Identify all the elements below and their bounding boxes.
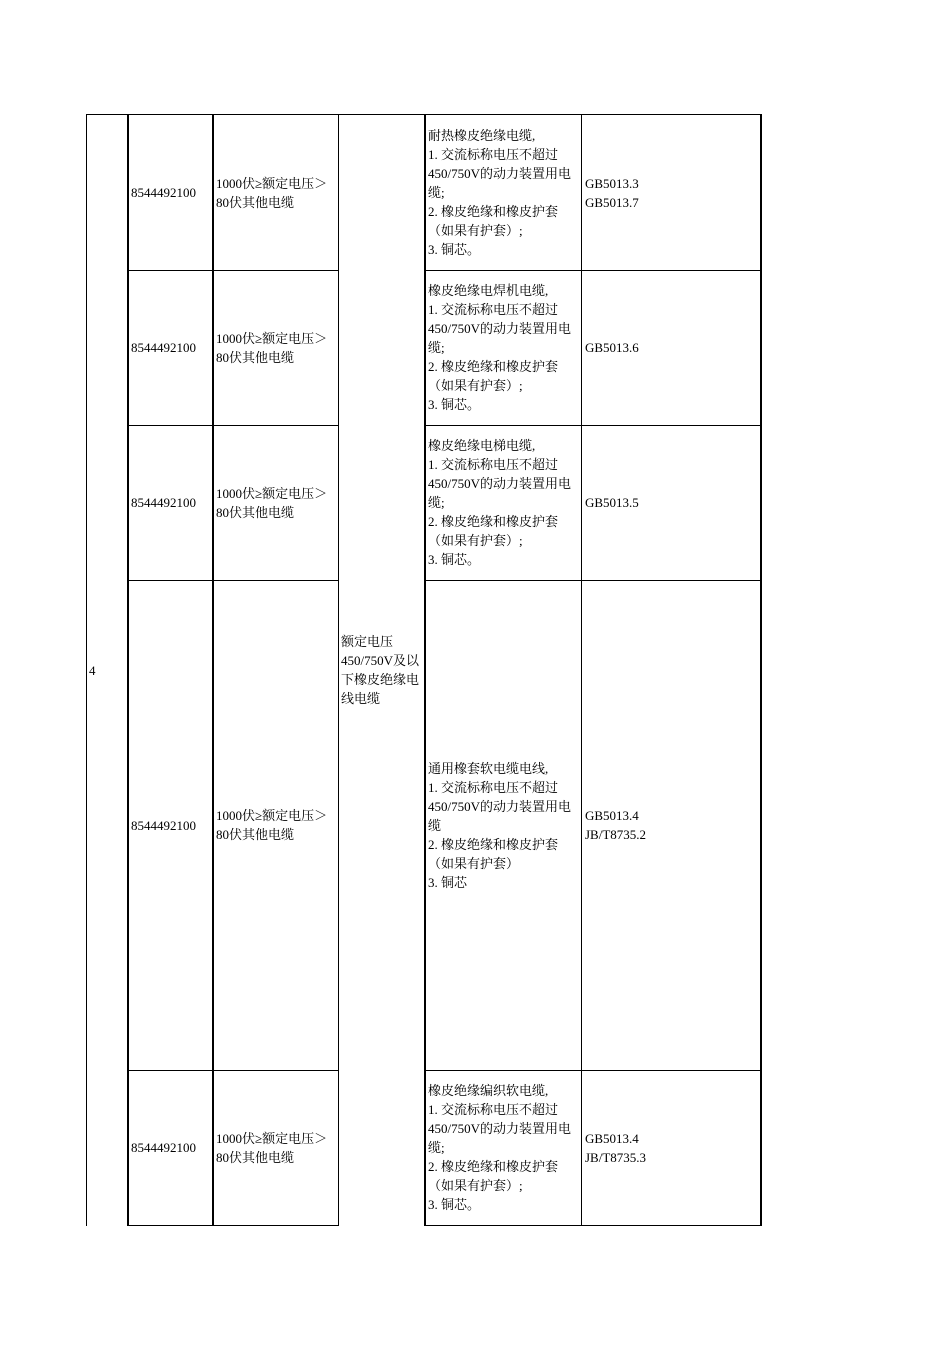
hs-code-cell	[131, 115, 211, 270]
description: 1000伏≥额定电压＞80伏其他电缆	[216, 175, 328, 210]
description: 1000伏≥额定电压＞80伏其他电缆	[216, 330, 328, 365]
hs-code: 8544492100	[131, 817, 196, 833]
grid-line-vertical	[212, 114, 214, 1226]
description: 1000伏≥额定电压＞80伏其他电缆	[216, 485, 328, 520]
grid-line-vertical	[86, 114, 87, 1226]
description-cell	[216, 270, 336, 425]
hs-code-cell	[131, 580, 211, 1070]
product-spec-cell	[428, 1070, 580, 1225]
hs-code: 8544492100	[131, 495, 196, 510]
description-cell	[216, 580, 336, 1070]
standards-cell	[585, 425, 757, 580]
product-spec-cell	[428, 425, 580, 580]
grid-line-vertical	[581, 114, 582, 1226]
standards-cell	[585, 270, 757, 425]
hs-code: 8544492100	[131, 340, 196, 355]
hs-code: 8544492100	[131, 1140, 196, 1155]
description-cell	[216, 1070, 336, 1225]
product-spec-cell	[428, 580, 580, 1070]
product-spec: 通用橡套软电缆电线, 1. 交流标称电压不超过450/750V的动力装置用电缆 2. 橡皮绝缘和橡皮护套（如果有护套） 3. 铜芯	[428, 760, 572, 890]
grid-line-horizontal	[127, 1225, 339, 1226]
grid-line-vertical	[424, 114, 426, 1226]
standards-cell	[585, 1070, 757, 1225]
description: 1000伏≥额定电压＞80伏其他电缆	[216, 1130, 328, 1165]
hs-code-cell	[131, 425, 211, 580]
standards: GB5013.3 GB5013.7	[585, 175, 639, 210]
hs-code: 8544492100	[131, 185, 196, 200]
description: 1000伏≥额定电压＞80伏其他电缆	[216, 808, 328, 842]
group-index: 4	[89, 662, 96, 678]
product-spec-cell	[428, 270, 580, 425]
grid-line-horizontal	[424, 1225, 762, 1226]
description-cell	[216, 425, 336, 580]
standards-cell	[585, 580, 757, 1070]
product-spec: 橡皮绝缘编织软电缆, 1. 交流标称电压不超过450/750V的动力装置用电缆; 2. 橡皮绝缘和橡皮护套（如果有护套）; 3. 铜芯。	[428, 1083, 572, 1212]
standards: GB5013.6	[585, 340, 639, 355]
grid-line-vertical	[127, 114, 129, 1226]
product-spec: 橡皮绝缘电梯电缆, 1. 交流标称电压不超过450/750V的动力装置用电缆; 2. 橡皮绝缘和橡皮护套（如果有护套）; 3. 铜芯。	[428, 438, 572, 567]
category-text: 额定电压450/750V及以下橡皮绝缘电线电缆	[341, 634, 420, 706]
grid-line-vertical	[760, 114, 762, 1226]
standards: GB5013.4 JB/T8735.3	[585, 1130, 647, 1165]
standards: GB5013.4 JB/T8735.2	[585, 808, 647, 842]
product-spec-cell	[428, 115, 580, 270]
standards: GB5013.5	[585, 495, 639, 510]
product-spec: 橡皮绝缘电焊机电缆, 1. 交流标称电压不超过450/750V的动力装置用电缆; 2. 橡皮绝缘和橡皮护套（如果有护套）; 3. 铜芯。	[428, 283, 572, 412]
hs-code-cell	[131, 1070, 211, 1225]
hs-code-cell	[131, 270, 211, 425]
description-cell	[216, 115, 336, 270]
category-cell	[341, 115, 423, 1225]
product-spec: 耐热橡皮绝缘电缆, 1. 交流标称电压不超过450/750V的动力装置用电缆; 2. 橡皮绝缘和橡皮护套（如果有护套）; 3. 铜芯。	[428, 128, 572, 257]
grid-line-vertical	[338, 114, 339, 1226]
standards-cell	[585, 115, 757, 270]
group-index-cell	[89, 115, 125, 1225]
